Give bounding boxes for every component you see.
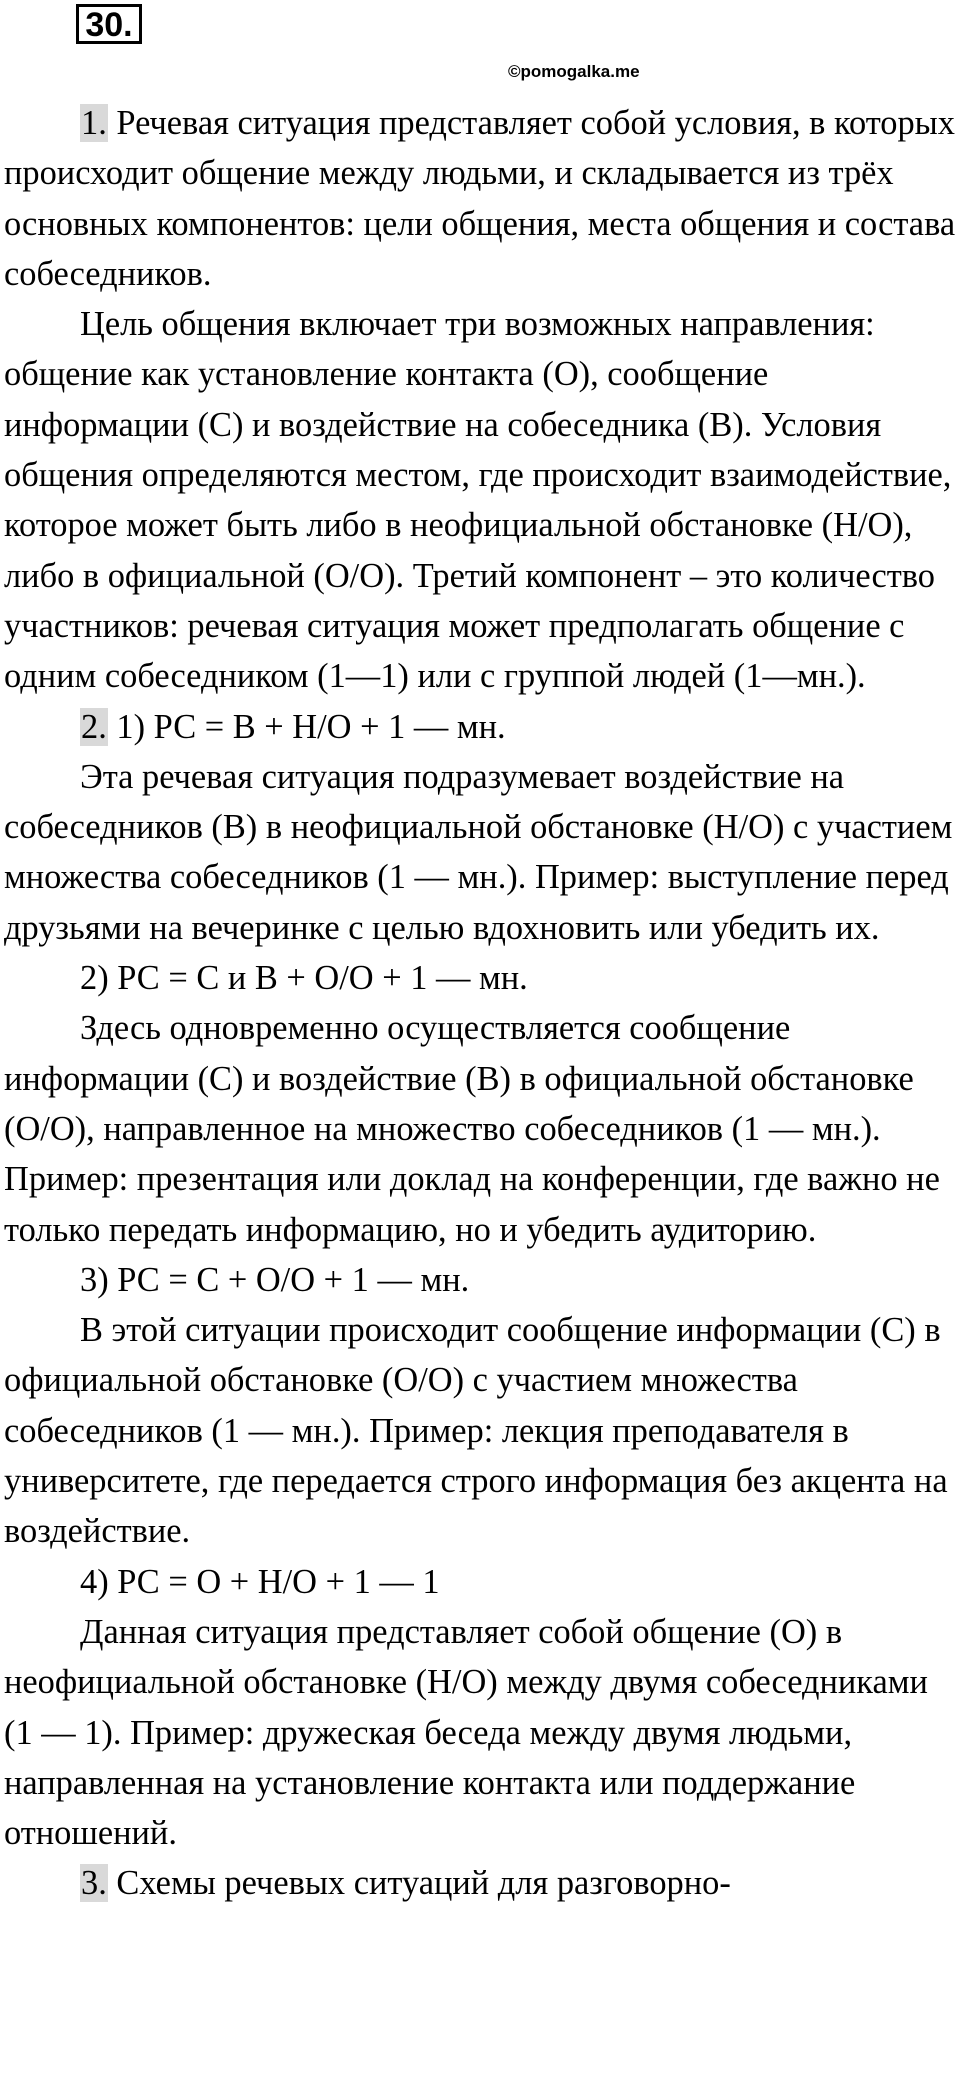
answer2-item4-text: Данная ситуация представляет собой общение (О) в неофициальной обстановке (Н/О) между двумя собеседниками (1 — 1). Пример: дружеская беседа между двумя людьми, направленная на установление контакта или поддержание отношений. <box>4 1612 928 1853</box>
answer2-item1-text: Эта речевая ситуация подразумевает воздействие на собеседников (В) в неофициальной обстановке (Н/О) с участием множества собеседников (1 — мн.). Пример: выступление перед друзьями на вечеринке с целью вдохновить или убедить их. <box>4 757 953 947</box>
answer-body <box>4 98 956 1909</box>
answer2-formula1-line <box>4 702 956 752</box>
answer2-label: 2. <box>81 707 107 746</box>
answer3-text: Схемы речевых ситуаций для разговорно- <box>116 1864 731 1903</box>
answer3-paragraph <box>4 1858 956 1908</box>
answer2-item3-text: В этой ситуации происходит сообщение информации (С) в официальной обстановке (О/О) с участием множества собеседников (1 — мн.). Пример: лекция преподавателя в университете, где передается строго информация без акцента на воздействие. <box>4 1311 948 1551</box>
answer1-paragraph2: Цель общения включает три возможных направления: общение как установление контакта (О), сообщение информации (С) и воздействие на собеседника (В). Условия общения определяются местом, где происходит взаимодействие, которое может быть либо в неофициальной обстановке (Н/О), либо в официальной (О/О). Третий компонент – это количество участников: речевая ситуация может предполагать общение с одним собеседником (1—1) или с группой людей (1—мн.). <box>4 305 952 696</box>
watermark: ©pomogalka.me <box>508 62 640 81</box>
task-number-box: 30. <box>76 4 142 44</box>
answer1-paragraph1 <box>4 98 956 299</box>
answer2-item2-text: Здесь одновременно осуществляется сообщение информации (С) и воздействие (В) в официальной обстановке (О/О), направленное на множество собеседников (1 — мн.). Пример: презентация или доклад на конференции, где важно не только передать информацию, но и убедить аудиторию. <box>4 1009 940 1249</box>
answer2-formula4: 4) РС = О + Н/О + 1 — 1 <box>80 1562 440 1601</box>
answer1-label: 1. <box>81 104 107 142</box>
answer2-formula1: 1) РС = В + Н/О + 1 — мн. <box>116 707 506 746</box>
answer2-formula3: 3) РС = С + О/О + 1 — мн. <box>80 1260 470 1299</box>
answer3-label: 3. <box>81 1864 107 1903</box>
answer1-text1: Речевая ситуация представляет собой условия, в которых происходит общение между людьми, и складывается из трёх основных компонентов: цели общения, места общения и состава собеседников. <box>4 104 956 293</box>
answer2-formula2: 2) РС = С и В + О/О + 1 — мн. <box>80 959 528 998</box>
